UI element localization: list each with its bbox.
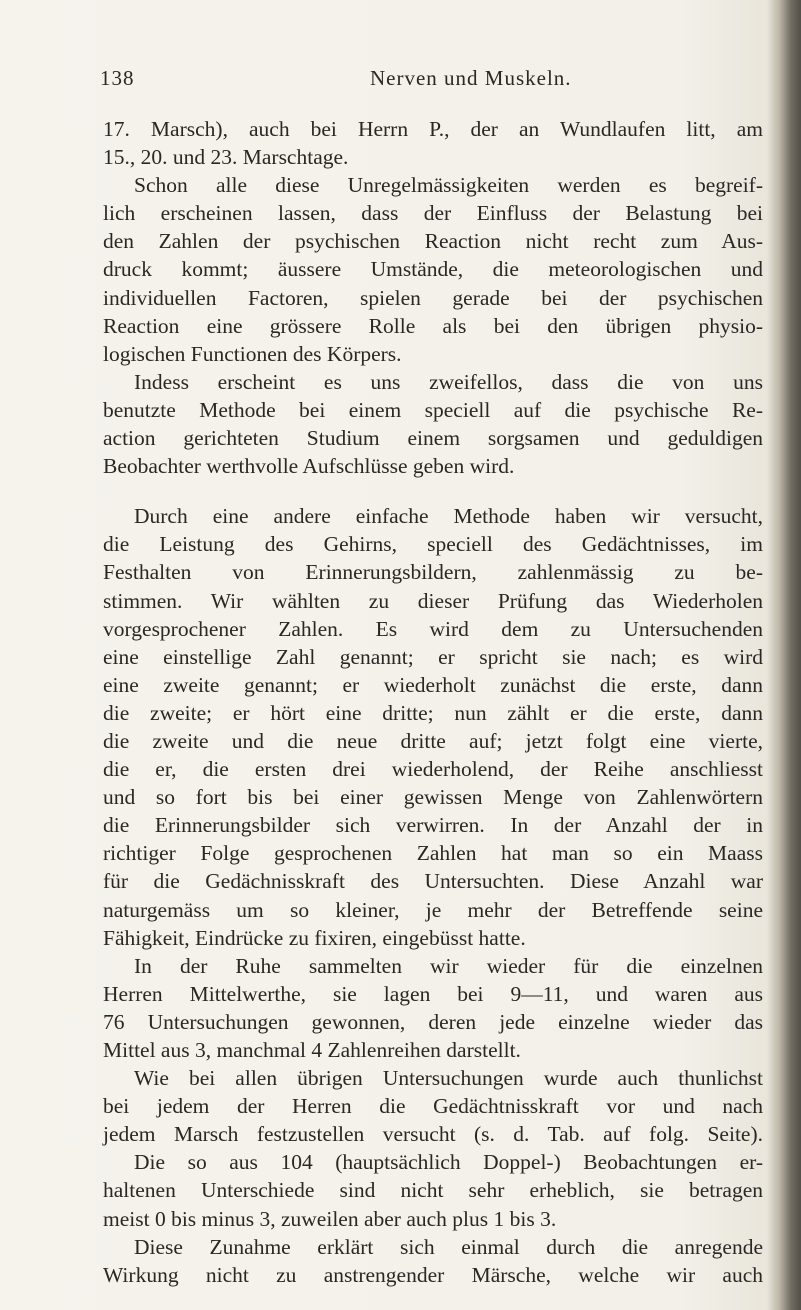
text-line: Durch eine andere einfache Methode haben wir versucht,: [134, 504, 763, 529]
text-line: benutzte Methode bei einem speciell auf die psychische Re-: [103, 397, 763, 422]
text-line: 15., 20. und 23. Marschtage.: [103, 145, 349, 170]
page-number: 138: [100, 66, 135, 90]
text-line: und so fort bis bei einer gewissen Menge von Zahlenwörtern: [103, 785, 763, 810]
text-line: Beobachter werthvolle Aufschlüsse geben wird.: [103, 454, 515, 479]
text-line: Die so aus 104 (hauptsächlich Doppel-) Beobachtungen er-: [134, 1150, 763, 1175]
text-line: Herren Mittelwerthe, sie lagen bei 9—11, und waren aus: [103, 981, 763, 1006]
text-line: Indess erscheint es uns zweifellos, dass die von uns: [134, 369, 763, 394]
text-line: eine einstellige Zahl genannt; er spricht sie nach; es wird: [103, 644, 763, 669]
text-line: 17. Marsch), auch bei Herrn P., der an Wundlaufen litt, am: [103, 117, 763, 141]
text-line: die zweite; er hört eine dritte; nun zählt er die erste, dann: [103, 700, 763, 725]
text-line: die zweite und die neue dritte auf; jetzt folgt eine vierte,: [103, 728, 763, 753]
text-line: Mittel aus 3, manchmal 4 Zahlenreihen darstellt.: [103, 1038, 521, 1062]
text-line: die Leistung des Gehirns, speciell des Gedächtnisses, im: [103, 532, 763, 557]
body-text: [103, 115, 763, 1289]
text-line: eine zweite genannt; er wiederholt zunächst die erste, dann: [103, 672, 763, 697]
text-line: vorgesprochener Zahlen. Es wird dem zu Untersuchenden: [103, 616, 763, 641]
text-line: richtiger Folge gesprochenen Zahlen hat man so ein Maass: [103, 841, 763, 866]
text-line: die Erinnerungsbilder sich verwirren. In der Anzahl der in: [103, 813, 763, 838]
text-line: 76 Untersuchungen gewonnen, deren jede einzelne wieder das: [103, 1009, 763, 1034]
text-line: für die Gedächnisskraft des Untersuchten. Diese Anzahl war: [103, 869, 763, 894]
text-line: stimmen. Wir wählten zu dieser Prüfung das Wiederholen: [103, 588, 763, 613]
text-line: die er, die ersten drei wiederholend, der Reihe anschliesst: [103, 757, 763, 782]
paragraph-gap: [103, 480, 763, 502]
text-line: Festhalten von Erinnerungsbildern, zahlenmässig zu be-: [103, 560, 763, 585]
text-line: Reaction eine grössere Rolle als bei den übrigen physio-: [103, 313, 763, 338]
text-line: lich erscheinen lassen, dass der Einfluss der Belastung bei: [103, 201, 763, 226]
page-header: [100, 66, 740, 96]
text-line: Fähigkeit, Eindrücke zu fixiren, eingebüsst hatte.: [103, 925, 526, 950]
text-line: Schon alle diese Unregelmässigkeiten werden es begreif-: [134, 173, 763, 198]
text-line: jedem Marsch festzustellen versucht (s. d. Tab. auf folg. Seite).: [103, 1122, 763, 1147]
text-line: In der Ruhe sammelten wir wieder für die einzelnen: [134, 953, 763, 978]
running-head: Nerven und Muskeln.: [370, 66, 572, 90]
text-line: druck kommt; äussere Umstände, die meteorologischen und: [103, 257, 763, 282]
text-line: meist 0 bis minus 3, zuweilen aber auch plus 1 bis 3.: [103, 1206, 557, 1231]
text-line: logischen Functionen des Körpers.: [103, 341, 402, 366]
text-line: naturgemäss um so kleiner, je mehr der Betreffende seine: [103, 897, 763, 922]
text-line: action gerichteten Studium einem sorgsamen und geduldigen: [103, 426, 763, 451]
page-edge-shadow: [767, 0, 801, 1310]
text-line: Diese Zunahme erklärt sich einmal durch die anregende: [134, 1234, 763, 1259]
text-line: Wie bei allen übrigen Untersuchungen wurde auch thunlichst: [134, 1066, 763, 1091]
text-line: den Zahlen der psychischen Reaction nicht recht zum Aus-: [103, 229, 763, 254]
text-line: individuellen Factoren, spielen gerade bei der psychischen: [103, 285, 763, 310]
text-line: Wirkung nicht zu anstrengender Märsche, welche wir auch: [103, 1262, 763, 1287]
text-line: bei jedem der Herren die Gedächtnisskraft vor und nach: [103, 1094, 763, 1119]
text-line: haltenen Unterschiede sind nicht sehr erheblich, sie betragen: [103, 1178, 763, 1203]
